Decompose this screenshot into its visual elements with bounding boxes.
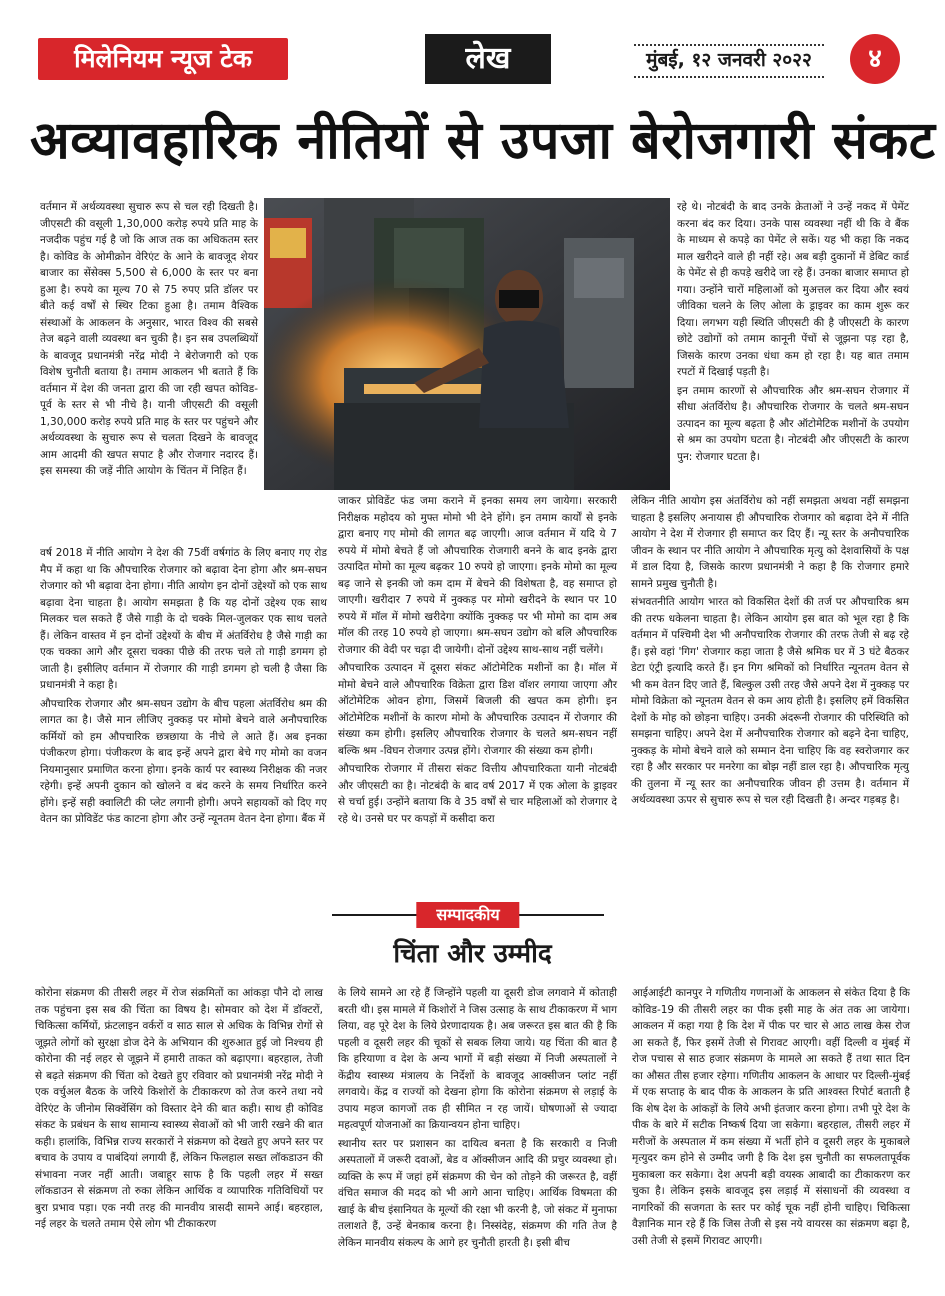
paragraph: रहे थे। नोटबंदी के बाद उनके क्रेताओं ने उन्हें नकद में पेमेंट करना बंद कर दिया। उनके पास व्यवस्था नहीं थी कि वे बैंक के माध्यम से कपड़े का पेमेंट ले सकें। यह भी कहा कि नकद माल खरीदने वाले ही नहीं रहे। अब बड़ी दुकानों में डेबिट कार्ड के पेमेंट से ही कपड़े खरीदे जा रहे हैं। उनका बाजार समाप्त हो गया। उन्होंने चारों महिलाओं को मुअत्तल कर दिया और स्वयं जीविका चलने के लिए ओला के ड्राइवर का काम शुरू कर दिया। लगभग यही स्थिति जीएसटी की है जीएसटी के कारण छोटे उद्योगों को तमाम कानूनी पेंचों से जूझना पड़ रहा है, जिसके कारण उनका धंधा कम हो रहा है। यह बात तमाम रपटों में दिखाई पड़ती है। [677, 201, 909, 378]
editorial-column-1 [35, 985, 323, 1275]
article-column-1-bottom [40, 545, 327, 895]
paragraph: कोरोना संक्रमण की तीसरी लहर में रोज संक्रमितों का आंकड़ा पौने दो लाख तक पहुंचना इस सब की चिंता का विषय है। सोमवार को देश में डॉक्टरों, चिकित्सा कर्मियों, फ्रंटलाइन वर्करों व साठ साल से अधिक के विभिन्न रोगों से जूझते लोगों को सुरक्षा डोज देने के अभियान की शुरुआत हुई जो निश्चय ही कोरोना की नई लहर से जूझने में हमारी ताकत को बढ़ाएगा। बहरहाल, तेजी से बढ़ते संक्रमण की चिंता को देखते हुए रविवार को प्रधानमंत्री नरेंद्र मोदी ने एक वर्चुअल बैठक के जरिये किशोरों के टीकाकरण को तेज करने तथा नये वेरिएंट के जीनोम सिक्वेंसिंग को विस्तार देने की बात कही। साथ ही कोविड संकट के प्रबंधन के साथ सामान्य स्वास्थ्य सेवाओं को भी जारी रखने की बात कही। हालांकि, विभिन्न राज्य सरकारों ने संक्रमण को देखते हुए अपने स्तर पर बचाव के उपाय व पाबंदियां लगायी हैं, लेकिन फिलहाल सख्त लॉकडाउन की संभावना नजर नहीं आती। जबाहूर साफ है कि पहली लहर में सख्त लॉकडाउन से संक्रमण तो रुका लेकिन आर्थिक व व्यापारिक गतिविधियों पर बुरा प्रभाव पड़ा। एक नयी तरह की मानवीय त्रासदी सामने आई। बहरहाल, नई लहर के चलते तमाम ऐसे लोग भी टीकाकरण [35, 987, 323, 1230]
article-headline: अव्यावहारिक नीतियों से उपजा बेरोजगारी संकट [30, 111, 936, 171]
article-column-3-top [677, 199, 909, 509]
article-photo [264, 198, 670, 490]
dateline: मुंबई, १२ जनवरी २०२२ [634, 44, 824, 78]
brand-logo: मिलेनियम न्यूज टेक [38, 38, 288, 80]
paragraph: वर्तमान में अर्थव्यवस्था सुचारु रूप से चल रही दिखती है। जीएसटी की वसूली 1,30,000 करोड़ रुपये प्रति माह के नजदीक पहुंच गई है जो कि आज तक का अधिकतम स्तर है। कोविड के ओमीक्रोन वेरिएंट के आने के बावजूद शेयर बाजार का सेंसेक्स 5,500 से 6,000 के स्तर पर बना हुआ है। रुपये का मूल्य 70 से 75 रुपए प्रति डॉलर पर बीते कई वर्षों से स्थिर टिका हुआ है। तमाम वैश्विक संस्थाओं के आकलन के अनुसार, भारत विश्व की सबसे तेज बढ़ने वाली व्यवस्था बन चुकी है। इन सब उपलब्धियों के बावजूद प्रधानमंत्री नरेंद्र मोदी ने बेरोजगारी को एक विशेष चुनौती बताया है। तमाम आकलन भी बताते हैं कि वर्तमान में देश की जनता द्वारा की जा रही खपत कोविड-पूर्व के स्तर से भी नीचे है। यानी जीएसटी की वसूली 1,30,000 करोड़ रुपये प्रति माह के स्तर पर पहुंचने और अर्थव्यवस्था के सुचारु रूप से चलता दिखने के बावजूद आम आदमी की खपत सपाट है और रोजगार नदारद हैं। इस समस्या की जड़ें नीति आयोग के चिंतन में निहित हैं। [40, 201, 258, 477]
paragraph: जाकर प्रोविडेंट फंड जमा कराने में इनका समय लग जायेगा। सरकारी निरीक्षक महोदय को मुफ्त मोमो भी देने होंगे। इन तमाम कार्यों से इनके द्वारा बनाए गए मोमो की लागत बढ़ जाएगी। आज वर्तमान में यदि ये 7 रुपये में मोमो बेचते हैं जो औपचारिक रोजगारी बनने के बाद इनके द्वारा उत्पादित मोमो का मूल्य बढ़कर 10 रुपये हो जाएगा। इनके मोमो का मूल्य बढ़ जाने से इनकी जो कम दाम में बेचने की विशेषता है, वह समाप्त हो जाएगी। खरीदार 7 रुपये में नुक्कड़ पर मोमो खरीदने के स्थान पर 10 रुपये में मॉल में मोमो खरीदेगा क्योंकि नुक्कड़ पर भी मोमो का दाम अब मॉल की तरह 10 रुपये हो जाएगा। श्रम-सघन उद्योग को बलि औपचारिक रोजगार की वेदी पर चढ़ा दी जायेगी। दोनों उद्देश्य साथ-साथ नहीं चलेंगे। [338, 495, 617, 656]
editorial-tag: सम्पादकीय [416, 902, 519, 928]
article-column-3-bottom [631, 493, 909, 893]
article-column-2 [338, 493, 617, 893]
paragraph: स्थानीय स्तर पर प्रशासन का दायित्व बनता है कि सरकारी व निजी अस्पतालों में जरूरी दवाओं, बेड व ऑक्सीजन आदि की प्रचुर व्यवस्था हो। व्यक्ति के रूप में जहां हमें संक्रमण की चेन को तोड़ने की जरूरत है, वहीं वंचित समाज की मदद को भी आगे आना चाहिए। आर्थिक विषमता की खाई के बीच इंसानियत के मूल्यों की रक्षा भी करनी है, जो संकट में मुनाफा तलाशते हैं, उन्हें बेनकाब करना है। निस्संदेह, संक्रमण की गति तेज है लेकिन मानवीय संकल्प के आगे हर चुनौती हारती है। इसी बीच [338, 1137, 617, 1249]
section-label: लेख [425, 34, 551, 84]
paragraph: इन तमाम कारणों से औपचारिक और श्रम-सघन रोजगार में सीधा अंतर्विरोध है। औपचारिक रोजगार के चलते श्रम-सघन उत्पादन का मूल्य बढ़ता है और ऑटोमेटिक मशीनों के उपयोग से श्रम का उपयोग घटता है। नोटबंदी और जीएसटी के कारण पुन: रोजगार घटता है। [677, 384, 909, 463]
paragraph: आईआईटी कानपुर ने गणितीय गणनाओं के आकलन से संकेत दिया है कि कोविड-19 की तीसरी लहर का पीक इसी माह के अंत तक आ जायेगा। आकलन में कहा गया है कि देश में पीक पर चार से आठ लाख केस रोज आ सकते हैं, फिर इसमें तेजी से गिरावट आएगी। वहीं दिल्ली व मुंबई में रोज पचास से साठ हजार संक्रमण के मामले आ सकते हैं तथा सात दिन का औसत तीस हजार रहेगा। गणितीय आकलन के आधार पर दिल्ली-मुंबई में एक सप्ताह के बाद पीक के आकलन के प्रति आश्वस्त रिपोर्ट बताती है कि शेष देश के आंकड़ों के लिये अभी इंतजार करना होगा। तभी पूरे देश के पीक के बारे में सटीक निष्कर्ष दिया जा सकेगा। बहरहाल, तीसरी लहर में मरीजों के अस्पताल में कम संख्या में भर्ती होने व दूसरी लहर के मुकाबले मृत्युदर कम होने से उम्मीद जगी है कि देश इस चुनौती का सफलतापूर्वक मुकाबला कर सकेगा। देश अपनी बड़ी वयस्क आबादी का टीकाकरण कर चुका है। लेकिन इसके बावजूद इस लड़ाई में संसाधनों की व्यवस्था व नागरिकों की सजगता के स्तर पर कोई चूक नहीं होनी चाहिए। चिकित्सा वैज्ञानिक मान रहे हैं कि जिस तेजी से इस नये वायरस का संक्रमण बढ़ा है, उसी तेजी से इसमें गिरावट आएगी। [632, 987, 910, 1247]
editorial-title: चिंता और उम्मीद [393, 939, 552, 969]
masthead [38, 34, 910, 84]
paragraph: के लिये सामने आ रहे हैं जिन्होंने पहली या दूसरी डोज लगवाने में कोताही बरती थी। इस मामले में किशोरों ने जिस उत्साह के साथ टीकाकरण में भाग लिया, वह पूरे देश के लिये प्रेरणादायक है। अब जरूरत इस बात की है कि पहली व दूसरी लहर की चूकों से सबक लिया जाये। यह चिंता की बात है कि हरियाणा व देश के अन्य भागों में बड़ी संख्या में निजी अस्पतालों ने केंद्रीय स्वास्थ्य मंत्रालय के निर्देशों के बावजूद आक्सीजन प्लांट नहीं लगवाये। केंद्र व राज्यों को देखना होगा कि कोरोना संक्रमण से लड़ाई के उपाय महज कागजों तक ही सीमित न रह जायें। घोषणाओं से ज्यादा महत्वपूर्ण योजनाओं का क्रियान्वयन होना चाहिए। [338, 987, 617, 1131]
paragraph: औपचारिक रोजगार और श्रम-सघन उद्योग के बीच पहला अंतर्विरोध श्रम की लागत का है। जैसे मान लीजिए नुक्कड़ पर मोमो बेचने वाले अनौपचारिक कर्मियों को हम औपचारिक छत्रछाया के नीचे ले आते हैं। अब इनका पंजीकरण होगा। पंजीकरण के बाद इन्हें अपने द्वारा बेचे गए मोमो का वजन नियमानुसार प्रमाणित करना होगा। इनके कार्य पर स्वास्थ्य निरीक्षक की नजर रहेगी। इन्हें अपनी दुकान को खोलने व बंद करने के समय निर्धारित करने होंगे। इन्हें सही क्वालिटी की प्लेट लगानी होगी। अपने सहायकों को दिए गए वेतन का प्रोविडेंट फंड काटना होगा और उन्हें न्यूनतम वेतन देना होगा। बैंक में [40, 697, 327, 825]
editorial-column-3 [632, 985, 910, 1275]
paragraph: औपचारिक उत्पादन में दूसरा संकट ऑटोमेटिक मशीनों का है। मॉल में मोमो बेचने वाले औपचारिक विक्रेता द्वारा डिश वॉशर लगाया जाएगा और ऑटोमेटिक ओवन होगा, जिसमें बिजली की खपत कम होगी। इन ऑटोमेटिक मशीनों के कारण मोमो के औपचारिक उत्पादन में रोजगार की संख्या कम होगी। इसलिए औपचारिक रोजगार के चलते श्रम-सघन नहीं बल्कि श्रम -विघन रोजगार उत्पन्न होंगे। रोजगार की संख्या कम होगी। [338, 662, 617, 757]
page-number-badge: ४ [850, 34, 900, 84]
factory-worker-illustration [264, 198, 670, 490]
paragraph: संभवतनीति आयोग भारत को विकसित देशों की तर्ज पर औपचारिक श्रम की तरफ धकेलना चाहता है। लेकिन आयोग इस बात को भूल रहा है कि वर्तमान में पश्चिमी देश भी अनौपचारिक रोजगार की तरफ तेजी से बढ़ रहे हैं। इसे वहां 'गिग' रोजगार कहा जाता है जैसे श्रमिक घर में 3 घंटे बैठकर डेटा एंट्री इत्यादि करते हैं। इन गिग श्रमिकों को निर्धारित न्यूनतम वेतन से भी कम वेतन दिए जाते हैं, बिल्कुल उसी तरह जैसे अपने देश में नुक्कड़ पर मोमो विक्रेता को न्यूनतम वेतन से कम आय होती है। इसलिए हमें विकसित देशों के मोह को छोड़ना चाहिए। उनकी अंदरूनी रोजगार की परिस्थिति को समझना चाहिए। अपने देश में अनौपचारिक रोजगार को बढ़ने देना चाहिए, नुक्कड़ के मोमो बेचने वाले को सम्मान देना चाहिए कि वह स्वरोजगार कर रहा है और सरकार पर मनरेगा का बोझ नहीं डाल रहा है। औपचारिक मृत्यु की तुलना में न्यू स्तर का अनौपचारिक जीवन ही उत्तम है। वर्तमान में अर्थव्यवस्था ऊपर से सुचारु रूप से चल रही दिखती है। अन्दर गड़बड़ है। [631, 596, 909, 806]
article-column-1-top [40, 199, 258, 519]
editorial-column-2 [338, 985, 617, 1275]
paragraph: औपचारिक रोजगार में तीसरा संकट वित्तीय औपचारिकता यानी नोटबंदी और जीएसटी का है। नोटबंदी के बाद वर्ष 2017 में एक ओला के ड्राइवर से चर्चा हुई। उन्होंने बताया कि वे 35 वर्षों से चार महिलाओं को रोजगार दे रहे थे। उनसे घर पर कपड़ों में कसीदा करा [338, 763, 617, 825]
editorial-banner [332, 902, 604, 928]
paragraph: वर्ष 2018 में नीति आयोग ने देश की 75वीं वर्षगांठ के लिए बनाए गए रोड मैप में कहा था कि औपचारिक रोजगार को बढ़ावा देना होगा और श्रम-सघन रोजगार को भी बढ़ावा देना होगा। नीति आयोग इन दोनों उद्देश्यों को एक साथ बढ़ावा देना चाहता है। आयोग समझता है कि यह दोनों उद्देश्य एक साथ मिलकर चल सकते हैं जैसे गाड़ी के दो चक्के मिल-जुलकर एक साथ चलते हैं। लेकिन वास्तव में इन दोनों उद्देश्यों के बीच में अंतर्विरोध है जैसे गाड़ी का एक चक्का आगे और दूसरा चक्का पीछे की तरफ चले तो गाड़ी डगमग हो जाती है। इसीलिए वर्तमान में रोजगार की गाड़ी डगमग हो चली है जैसा कि प्रधानमंत्री ने कहा है। [40, 547, 327, 691]
paragraph: लेकिन नीति आयोग इस अंतर्विरोध को नहीं समझता अथवा नहीं समझना चाहता है इसलिए अनायास ही औपचारिक रोजगार को बढ़ावा देने में नीति आयोग ने देश में रोजगार ही समाप्त कर दिए हैं। न्यू स्तर के अनौपचारिक जीवन के स्थान पर नीति आयोग ने औपचारिक मृत्यु को देशवासियों के पक्ष में डाल दिया है, जिसके कारण प्रधानमंत्री ने कहा है कि रोजगार हमारे सामने प्रमुख चुनौती है। [631, 495, 909, 590]
